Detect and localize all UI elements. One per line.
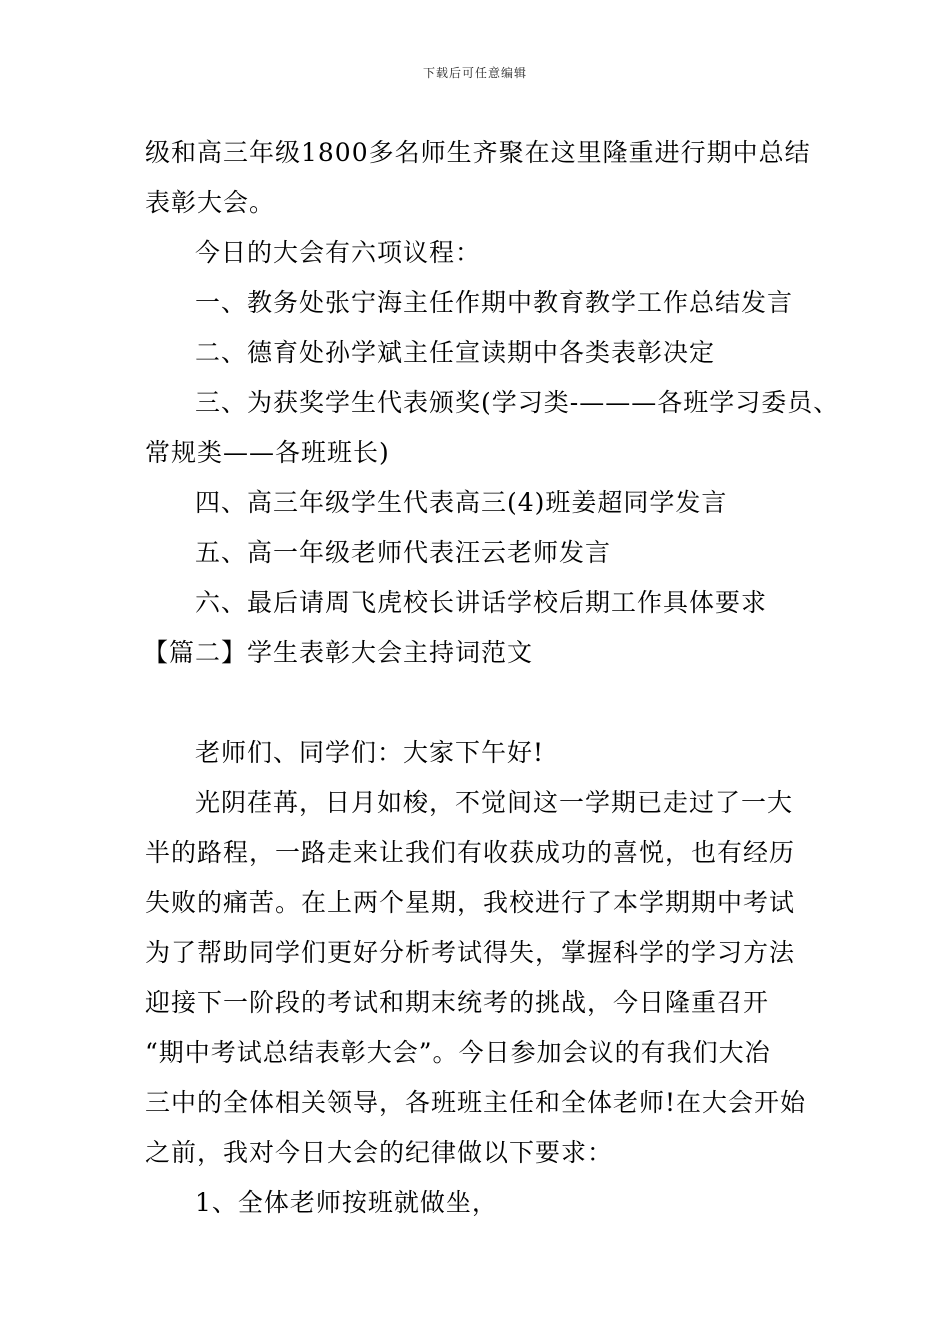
paragraph-line: 表彰大会。 — [145, 188, 276, 217]
paragraph-line: 之前，我对今日大会的纪律做以下要求： — [145, 1138, 614, 1167]
agenda-item: 四、高三年级学生代表高三(4)班姜超同学发言 — [195, 488, 728, 517]
agenda-item: 三、为获奖学生代表颁奖(学习类-———各班学习委员、 — [195, 388, 840, 417]
paragraph-line: 常规类——各班班长) — [145, 438, 390, 467]
body-text — [143, 128, 840, 1228]
agenda-intro: 今日的大会有六项议程： — [195, 238, 482, 267]
agenda-item: 一、教务处张宁海主任作期中教育教学工作总结发言 — [195, 288, 794, 317]
paragraph-line: 三中的全体相关领导，各班班主任和全体老师!在大会开始 — [145, 1088, 807, 1117]
header-note: 下载后可任意编辑 — [422, 66, 527, 80]
paragraph-line: 光阴荏苒，日月如梭，不觉间这一学期已走过了一大 — [195, 788, 794, 817]
paragraph-line: 为了帮助同学们更好分析考试得失，掌握科学的学习方法 — [145, 938, 796, 967]
agenda-item: 五、高一年级老师代表汪云老师发言 — [195, 538, 612, 567]
rule-item: 1、全体老师按班就做坐， — [195, 1188, 498, 1217]
paragraph-line: “期中考试总结表彰大会”。今日参加会议的有我们大冶 — [145, 1038, 771, 1067]
paragraph-line: 失败的痛苦。在上两个星期，我校进行了本学期期中考试 — [145, 888, 796, 917]
paragraph-line: 级和高三年级1800多名师生齐聚在这里隆重进行期中总结 — [145, 138, 811, 167]
agenda-item: 六、最后请周飞虎校长讲话学校后期工作具体要求 — [195, 588, 768, 617]
greeting: 老师们、同学们：大家下午好! — [195, 738, 545, 767]
section-heading: 【篇二】学生表彰大会主持词范文 — [143, 638, 534, 667]
agenda-item: 二、德育处孙学斌主任宣读期中各类表彰决定 — [195, 338, 716, 367]
blank-line — [145, 678, 810, 728]
paragraph-line: 半的路程，一路走来让我们有收获成功的喜悦，也有经历 — [145, 838, 796, 867]
paragraph-line: 迎接下一阶段的考试和期末统考的挑战，今日隆重召开 — [145, 988, 770, 1017]
